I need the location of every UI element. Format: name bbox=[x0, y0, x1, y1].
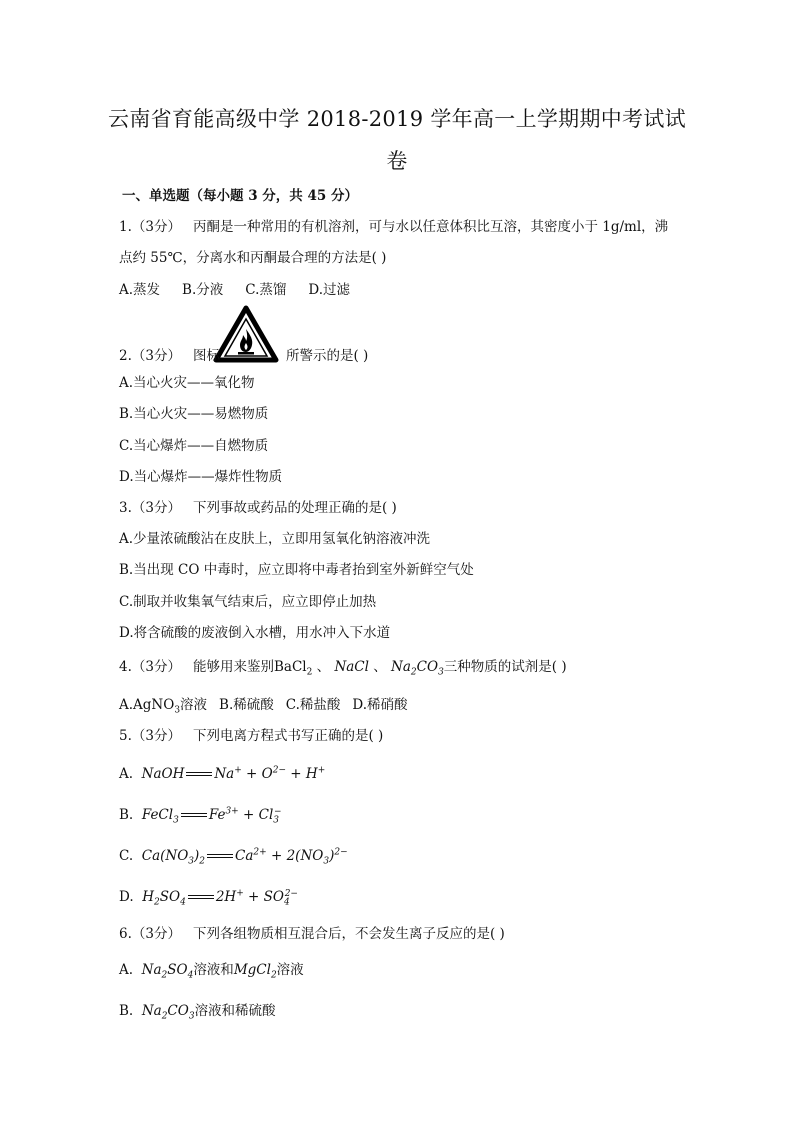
question-3-option-d: D.将含硫酸的废液倒入水槽，用水冲入下水道 bbox=[119, 625, 391, 641]
option-text: 溶液 bbox=[276, 962, 304, 978]
option-label: B. bbox=[119, 807, 134, 823]
option-a: A.AgNO$_3$溶液 bbox=[119, 697, 208, 716]
separator: 、 bbox=[316, 659, 331, 675]
option-a: A.蒸发 bbox=[119, 282, 161, 298]
question-2-option-b: B.当心火灾——易燃物质 bbox=[119, 406, 269, 422]
question-3-option-b: B.当出现 CO 中毒时，应立即将中毒者抬到室外新鲜空气处 bbox=[119, 562, 474, 578]
question-6-option-b: B. $Na_2CO_3$溶液和稀硫酸 bbox=[119, 1003, 276, 1022]
question-2-option-a: A.当心火灾——氧化物 bbox=[119, 375, 255, 391]
option-label: D. bbox=[119, 889, 134, 905]
question-6-option-a: A. $Na_2SO_4$溶液和MgCl$_2$溶液 bbox=[119, 962, 304, 981]
question-1-line1 bbox=[119, 217, 668, 237]
option-b: B.稀硫酸 bbox=[219, 697, 274, 713]
question-3-option-a: A.少量浓硫酸沾在皮肤上，立即用氢氧化钠溶液冲洗 bbox=[119, 531, 431, 547]
question-5-stem bbox=[119, 726, 383, 746]
question-2-stem bbox=[119, 346, 368, 366]
question-2-option-c: C.当心爆炸——自燃物质 bbox=[119, 438, 269, 454]
option-d: D.稀硝酸 bbox=[352, 697, 408, 713]
question-5-option-a: A. NaOH $Na^+ + O^{2-} + H^+$ bbox=[119, 765, 326, 782]
question-5-number: 5.（3分） bbox=[119, 728, 181, 744]
question-5-option-d: D. $H_2SO_4$ $2H^+ + SO_4^{2-}$ bbox=[119, 888, 298, 908]
question-3-number: 3.（3分） bbox=[119, 500, 181, 516]
question-2-pre: 图标 bbox=[192, 348, 220, 364]
exam-title-line1: 云南省育能高级中学 2018-2019 学年高一上学期期中考试试 bbox=[108, 107, 686, 131]
option-label: B. bbox=[119, 1003, 134, 1019]
formula-na2co3: $Na_2CO_3$ bbox=[391, 659, 444, 678]
question-1-stem: 丙酮是一种常用的有机溶剂，可与水以任意体积比互溶，其密度小于 1g/ml，沸 bbox=[192, 219, 669, 235]
option-label: A. bbox=[119, 766, 134, 782]
option-b: B.分液 bbox=[182, 282, 224, 298]
question-6-text: 下列各组物质相互混合后，不会发生离子反应的是( ) bbox=[192, 926, 505, 942]
question-3-stem bbox=[119, 498, 397, 518]
question-2-post: 所警示的是( ) bbox=[285, 348, 369, 364]
question-1-number: 1.（3分） bbox=[119, 219, 181, 235]
exam-title-line2: 卷 bbox=[386, 149, 408, 173]
option-c: C.稀盐酸 bbox=[285, 697, 341, 713]
question-4-stem bbox=[119, 657, 567, 677]
question-3-text: 下列事故或药品的处理正确的是( ) bbox=[192, 500, 397, 516]
option-d: D.过滤 bbox=[308, 282, 351, 298]
question-2-option-d: D.当心爆炸——爆炸性物质 bbox=[119, 469, 283, 485]
question-3-option-c: C.制取并收集氧气结束后，应立即停止加热 bbox=[119, 594, 377, 610]
question-4-post: 三种物质的试剂是( ) bbox=[443, 659, 567, 675]
option-text: 溶液和 bbox=[193, 962, 234, 978]
separator: 、 bbox=[373, 659, 387, 675]
question-5-text: 下列电离方程式书写正确的是( ) bbox=[192, 728, 384, 744]
question-5-option-b: B. FeCl$_3$ $Fe^{3+} + Cl_3^-$ bbox=[119, 806, 282, 826]
question-2-number: 2.（3分） bbox=[119, 348, 181, 364]
question-6-number: 6.（3分） bbox=[119, 926, 181, 942]
question-5-option-c: C. $Ca(NO_3)_2$ $Ca^{2+} + 2(NO_3)^{2-}$ bbox=[119, 847, 348, 867]
formula-bacl2: BaCl$_2$ bbox=[273, 659, 313, 678]
option-c: C.蒸馏 bbox=[245, 282, 287, 298]
question-4-number: 4.（3分） bbox=[119, 659, 181, 675]
question-4-pre: 能够用来鉴别 bbox=[192, 659, 274, 675]
option-label: A. bbox=[119, 962, 134, 978]
option-text: 溶液和稀硫酸 bbox=[194, 1003, 276, 1019]
question-1-line2: 点约 55℃，分离水和丙酮最合理的方法是( ) bbox=[119, 250, 387, 266]
question-6-stem bbox=[119, 924, 505, 944]
question-4-options bbox=[119, 695, 408, 715]
formula-nacl: NaCl bbox=[334, 659, 369, 675]
option-label: C. bbox=[119, 848, 134, 864]
question-1-options bbox=[119, 280, 350, 300]
section-heading: 一、单选题（每小题 3 分，共 45 分） bbox=[122, 188, 358, 204]
